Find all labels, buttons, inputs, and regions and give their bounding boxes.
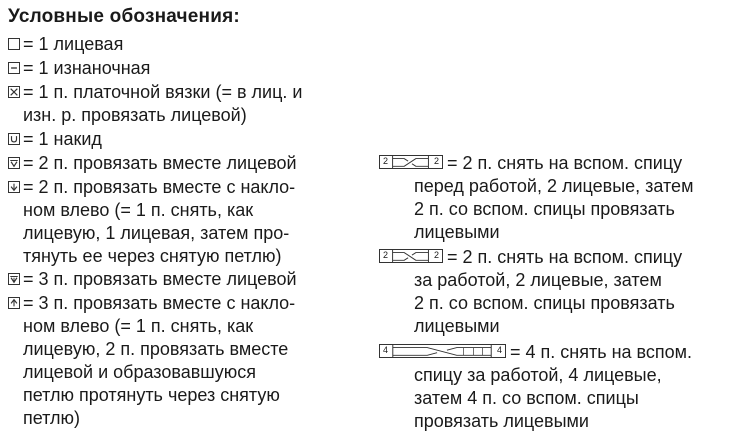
garter-stitch-icon	[8, 86, 20, 98]
legend-item-text: = 3 п. провязать вместе с накло-	[23, 293, 296, 313]
legend-item-text: лицевой и образовавшуюся	[23, 362, 256, 382]
k3tog-icon	[8, 273, 20, 285]
cable-num-right: 2	[433, 156, 439, 166]
legend-item-text: лицевую, 2 п. провязать вместе	[23, 339, 289, 359]
k2tog-icon	[8, 157, 20, 169]
cable-4-back-icon	[379, 344, 506, 358]
legend-item-text: = 2 п. снять на вспом. спицу	[447, 247, 683, 267]
legend-item-text: петлю протянуть через снятую	[23, 385, 280, 405]
legend-item-text: ном влево (= 1 п. снять, как	[23, 316, 254, 336]
legend-item-text: лицевыми	[414, 222, 500, 242]
legend-item-text: 2 п. со вспом. спицы провязать	[414, 293, 675, 313]
cable-num-right: 2	[433, 250, 439, 260]
legend-item-text: перед работой, 2 лицевые, затем	[414, 176, 694, 196]
legend-item-text: изн. р. провязать лицевой)	[23, 105, 247, 125]
legend-item-text: = 3 п. провязать вместе лицевой	[23, 269, 297, 289]
legend-item-text: петлю)	[23, 408, 81, 428]
yarn-over-icon	[8, 133, 20, 145]
legend-item-text: = 1 п. платочной вязки (= в лиц. и	[23, 82, 303, 102]
cable-num-left: 2	[383, 250, 389, 260]
legend-item-text: = 2 п. провязать вместе с накло-	[23, 177, 296, 197]
cable-num-right: 4	[496, 345, 502, 355]
legend-item-text: = 1 накид	[23, 129, 102, 149]
cable-2-front-icon	[379, 155, 443, 169]
cable-num-left: 2	[383, 156, 389, 166]
legend-item-text: = 1 лицевая	[23, 34, 124, 54]
legend-item-text: за работой, 2 лицевые, затем	[414, 270, 662, 290]
cable-2-back-icon	[379, 249, 443, 263]
legend-item-text: тянуть ее через снятую петлю)	[23, 246, 282, 266]
legend-title: Условные обозначения:	[8, 6, 240, 27]
legend-item-text: лицевыми	[414, 316, 500, 336]
legend-item-text: спицу за работой, 4 лицевые,	[414, 365, 662, 385]
legend-item-text: = 2 п. провязать вместе лицевой	[23, 153, 297, 173]
purl-stitch-icon	[8, 62, 20, 74]
cable-num-left: 4	[383, 345, 389, 355]
knit-stitch-icon	[8, 38, 20, 50]
sk2p-icon	[8, 297, 20, 309]
legend-item-text: лицевую, 1 лицевая, затем про-	[23, 223, 290, 243]
legend-item-text: ном влево (= 1 п. снять, как	[23, 200, 254, 220]
ssk-icon	[8, 181, 20, 193]
legend-item-text: = 4 п. снять на вспом.	[510, 342, 693, 362]
legend-item-text: 2 п. со вспом. спицы провязать	[414, 199, 675, 219]
legend-item-text: = 2 п. снять на вспом. спицу	[447, 153, 683, 173]
legend-item-text: = 1 изнаночная	[23, 58, 151, 78]
legend-item-text: провязать лицевыми	[414, 411, 589, 431]
legend-item-text: затем 4 п. со вспом. спицы	[414, 388, 639, 408]
